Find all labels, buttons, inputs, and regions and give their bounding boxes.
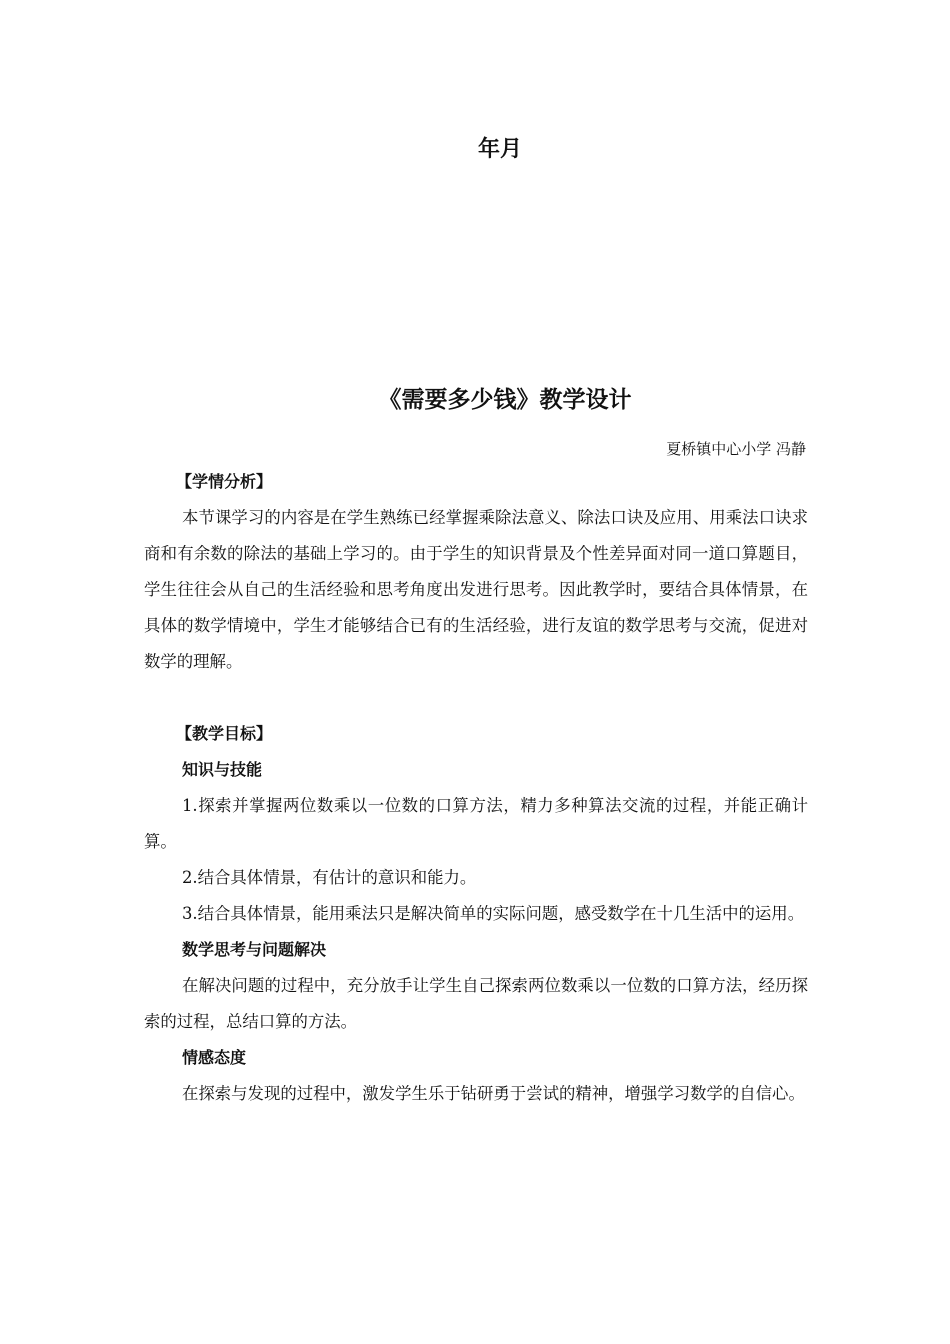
author-line: 夏桥镇中心小学 冯静 — [666, 440, 806, 458]
section-heading-goals: 【教学目标】 — [176, 724, 273, 743]
document-title: 《需要多少钱》教学设计 — [378, 387, 632, 413]
knowledge-item: 1.探索并掌握两位数乘以一位数的口算方法，精力多种算法交流的过程，并能正确计算。 — [144, 796, 808, 851]
attitude-paragraph: 在探索与发现的过程中，激发学生乐于钻研勇于尝试的精神，增强学习数学的自信心。 — [182, 1084, 805, 1103]
knowledge-item: 3.结合具体情景，能用乘法只是解决简单的实际问题，感受数学在十几生活中的运用。 — [182, 904, 805, 923]
document-body — [144, 464, 808, 1112]
subheading-thinking: 数学思考与问题解决 — [182, 940, 327, 959]
subheading-knowledge: 知识与技能 — [182, 760, 263, 779]
subheading-attitude: 情感态度 — [182, 1048, 247, 1067]
section-heading-analysis: 【学情分析】 — [176, 472, 273, 491]
knowledge-item: 2.结合具体情景，有估计的意识和能力。 — [182, 868, 477, 887]
analysis-paragraph: 本节课学习的内容是在学生熟练已经掌握乘除法意义、除法口诀及应用、用乘法口诀求商和有余数的除法的基础上学习的。由于学生的知识背景及个性差异面对同一道口算题目，学生往往会从自己的生活经验和思考角度出发进行思考。因此教学时，要结合具体情景，在具体的数学情境中，学生才能够结合已有的生活经验，进行友谊的数学思考与交流，促进对数学的理解。 — [144, 508, 808, 671]
thinking-paragraph: 在解决问题的过程中，充分放手让学生自己探索两位数乘以一位数的口算方法，经历探索的过程，总结口算的方法。 — [144, 976, 808, 1031]
page-date-heading: 年月 — [477, 137, 522, 162]
section-spacer — [144, 680, 808, 716]
